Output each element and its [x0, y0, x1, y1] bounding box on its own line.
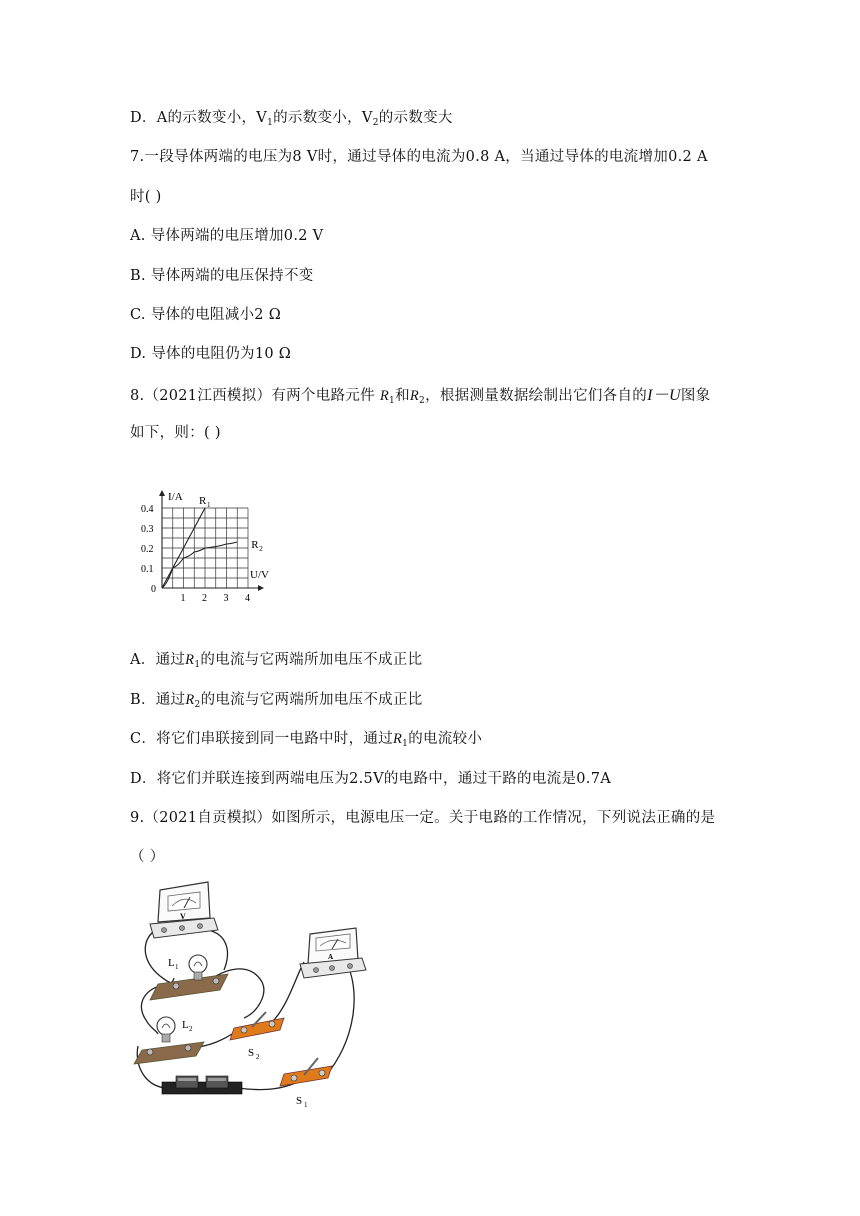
- y-tick-label: 0.2: [141, 544, 154, 555]
- q7-option-d: D. 导体的电阻仍为10 Ω: [130, 346, 292, 362]
- i-u-symbol: I－U: [647, 387, 681, 404]
- i-u-chart: [140, 468, 290, 608]
- switch-s2: [230, 1012, 284, 1061]
- q8-option-a: [130, 648, 422, 670]
- x-tick-label: 4: [245, 593, 250, 604]
- q8-and: 和: [395, 388, 410, 404]
- q8-stem-end: 图象: [680, 388, 711, 404]
- q8-option-d: D．将它们并联连接到两端电压为2.5V的电路中，通过干路的电流是0.7A: [130, 771, 611, 787]
- y-tick-label: 0.3: [141, 524, 154, 535]
- y-tick-label: 0.1: [141, 564, 154, 575]
- x-tick-label: 3: [223, 593, 229, 604]
- v1-subscript: 1: [267, 118, 274, 128]
- l1-label: L: [168, 957, 175, 969]
- q7-stem-line2: 时( ): [130, 189, 162, 205]
- q8-option-c: [130, 727, 482, 749]
- x-tick-label: 2: [202, 593, 207, 604]
- x-tick-label: 1: [180, 593, 186, 604]
- q6-option-d-text2: 的示数变小，V: [273, 110, 373, 126]
- y-tick-label: 0.4: [141, 504, 154, 515]
- r1-symbol: R: [379, 388, 390, 404]
- q8-option-b-r: R: [185, 692, 195, 708]
- q8-option-c-pre: C．将它们串联接到同一电路中时，通过: [130, 731, 393, 747]
- circuit-diagram: [128, 878, 378, 1108]
- q7-option-b: B. 导体两端的电压保持不变: [130, 268, 314, 284]
- l2-label: L: [182, 1019, 189, 1031]
- q8-stem-line2: 如下，则：( ): [130, 425, 221, 441]
- voltmeter: [150, 882, 218, 938]
- q8-option-c-r: R: [393, 731, 403, 747]
- q8-option-b-sub: 2: [194, 700, 201, 710]
- q8-stem-mid: ，根据测量数据绘制出它们各自的: [425, 388, 648, 404]
- l2-label-sub: 2: [189, 1025, 193, 1033]
- x-axis-arrow: [258, 585, 264, 591]
- s1-label: S: [296, 1095, 303, 1107]
- s1-label-sub: 1: [304, 1101, 308, 1108]
- series-r2-label: R: [251, 539, 259, 551]
- y-axis-arrow: [159, 490, 165, 496]
- q8-option-b-pre: B．通过: [130, 692, 186, 708]
- q8-option-c-post: 的电流较小: [408, 731, 483, 747]
- q7-stem-line1: 7.一段导体两端的电压为8 V时，通过导体的电流为0.8 A，当通过导体的电流增加0.2 A: [130, 149, 708, 165]
- y-axis-label: I/A: [168, 491, 183, 503]
- q8-option-a-post: 的电流与它两端所加电压不成正比: [200, 652, 423, 668]
- series-r1-label: R: [199, 495, 207, 507]
- series-r1-label-sub: 1: [207, 501, 211, 509]
- q9-stem-line2: （ ）: [130, 849, 165, 865]
- s2-label: S: [248, 1047, 255, 1059]
- q6-option-d-text1: D．A的示数变小，V: [130, 110, 268, 126]
- s2-label-sub: 2: [256, 1053, 260, 1061]
- r2-symbol: R: [409, 388, 420, 404]
- q8-stem-line1: [130, 382, 710, 406]
- lamp-l2: [134, 1017, 204, 1064]
- battery-pack: [162, 1076, 242, 1094]
- q8-option-a-r: R: [185, 652, 195, 668]
- q6-option-d: [130, 106, 453, 128]
- voltmeter-label: V: [180, 912, 186, 921]
- series-r2-line: [162, 542, 237, 588]
- q8-option-a-pre: A．通过: [130, 652, 186, 668]
- origin-label: 0: [151, 584, 156, 595]
- q7-option-a: A. 导体两端的电压增加0.2 V: [130, 228, 324, 244]
- switch-s1: [280, 1058, 332, 1108]
- q8-option-a-sub: 1: [194, 660, 201, 670]
- q8-option-b-post: 的电流与它两端所加电压不成正比: [200, 692, 423, 708]
- q8-stem-prefix: 8.（2021江西模拟）有两个电路元件: [130, 388, 375, 404]
- v2-subscript: 2: [372, 118, 379, 128]
- q8-option-c-sub: 1: [402, 739, 409, 749]
- q7-option-c: C. 导体的电阻减小2 Ω: [130, 307, 282, 323]
- q8-option-b: [130, 688, 423, 710]
- r2-subscript: 2: [419, 396, 426, 406]
- q6-option-d-text3: 的示数变大: [378, 110, 453, 126]
- x-axis-label: U/V: [250, 569, 269, 581]
- ammeter: [300, 928, 366, 978]
- r1-subscript: 1: [389, 396, 396, 406]
- series-r2-label-sub: 2: [259, 545, 263, 553]
- ammeter-label: A: [328, 953, 334, 961]
- l1-label-sub: 1: [175, 963, 179, 971]
- q9-stem-line1: 9.（2021自贡模拟）如图所示，电源电压一定。关于电路的工作情况，下列说法正确的是: [130, 810, 716, 826]
